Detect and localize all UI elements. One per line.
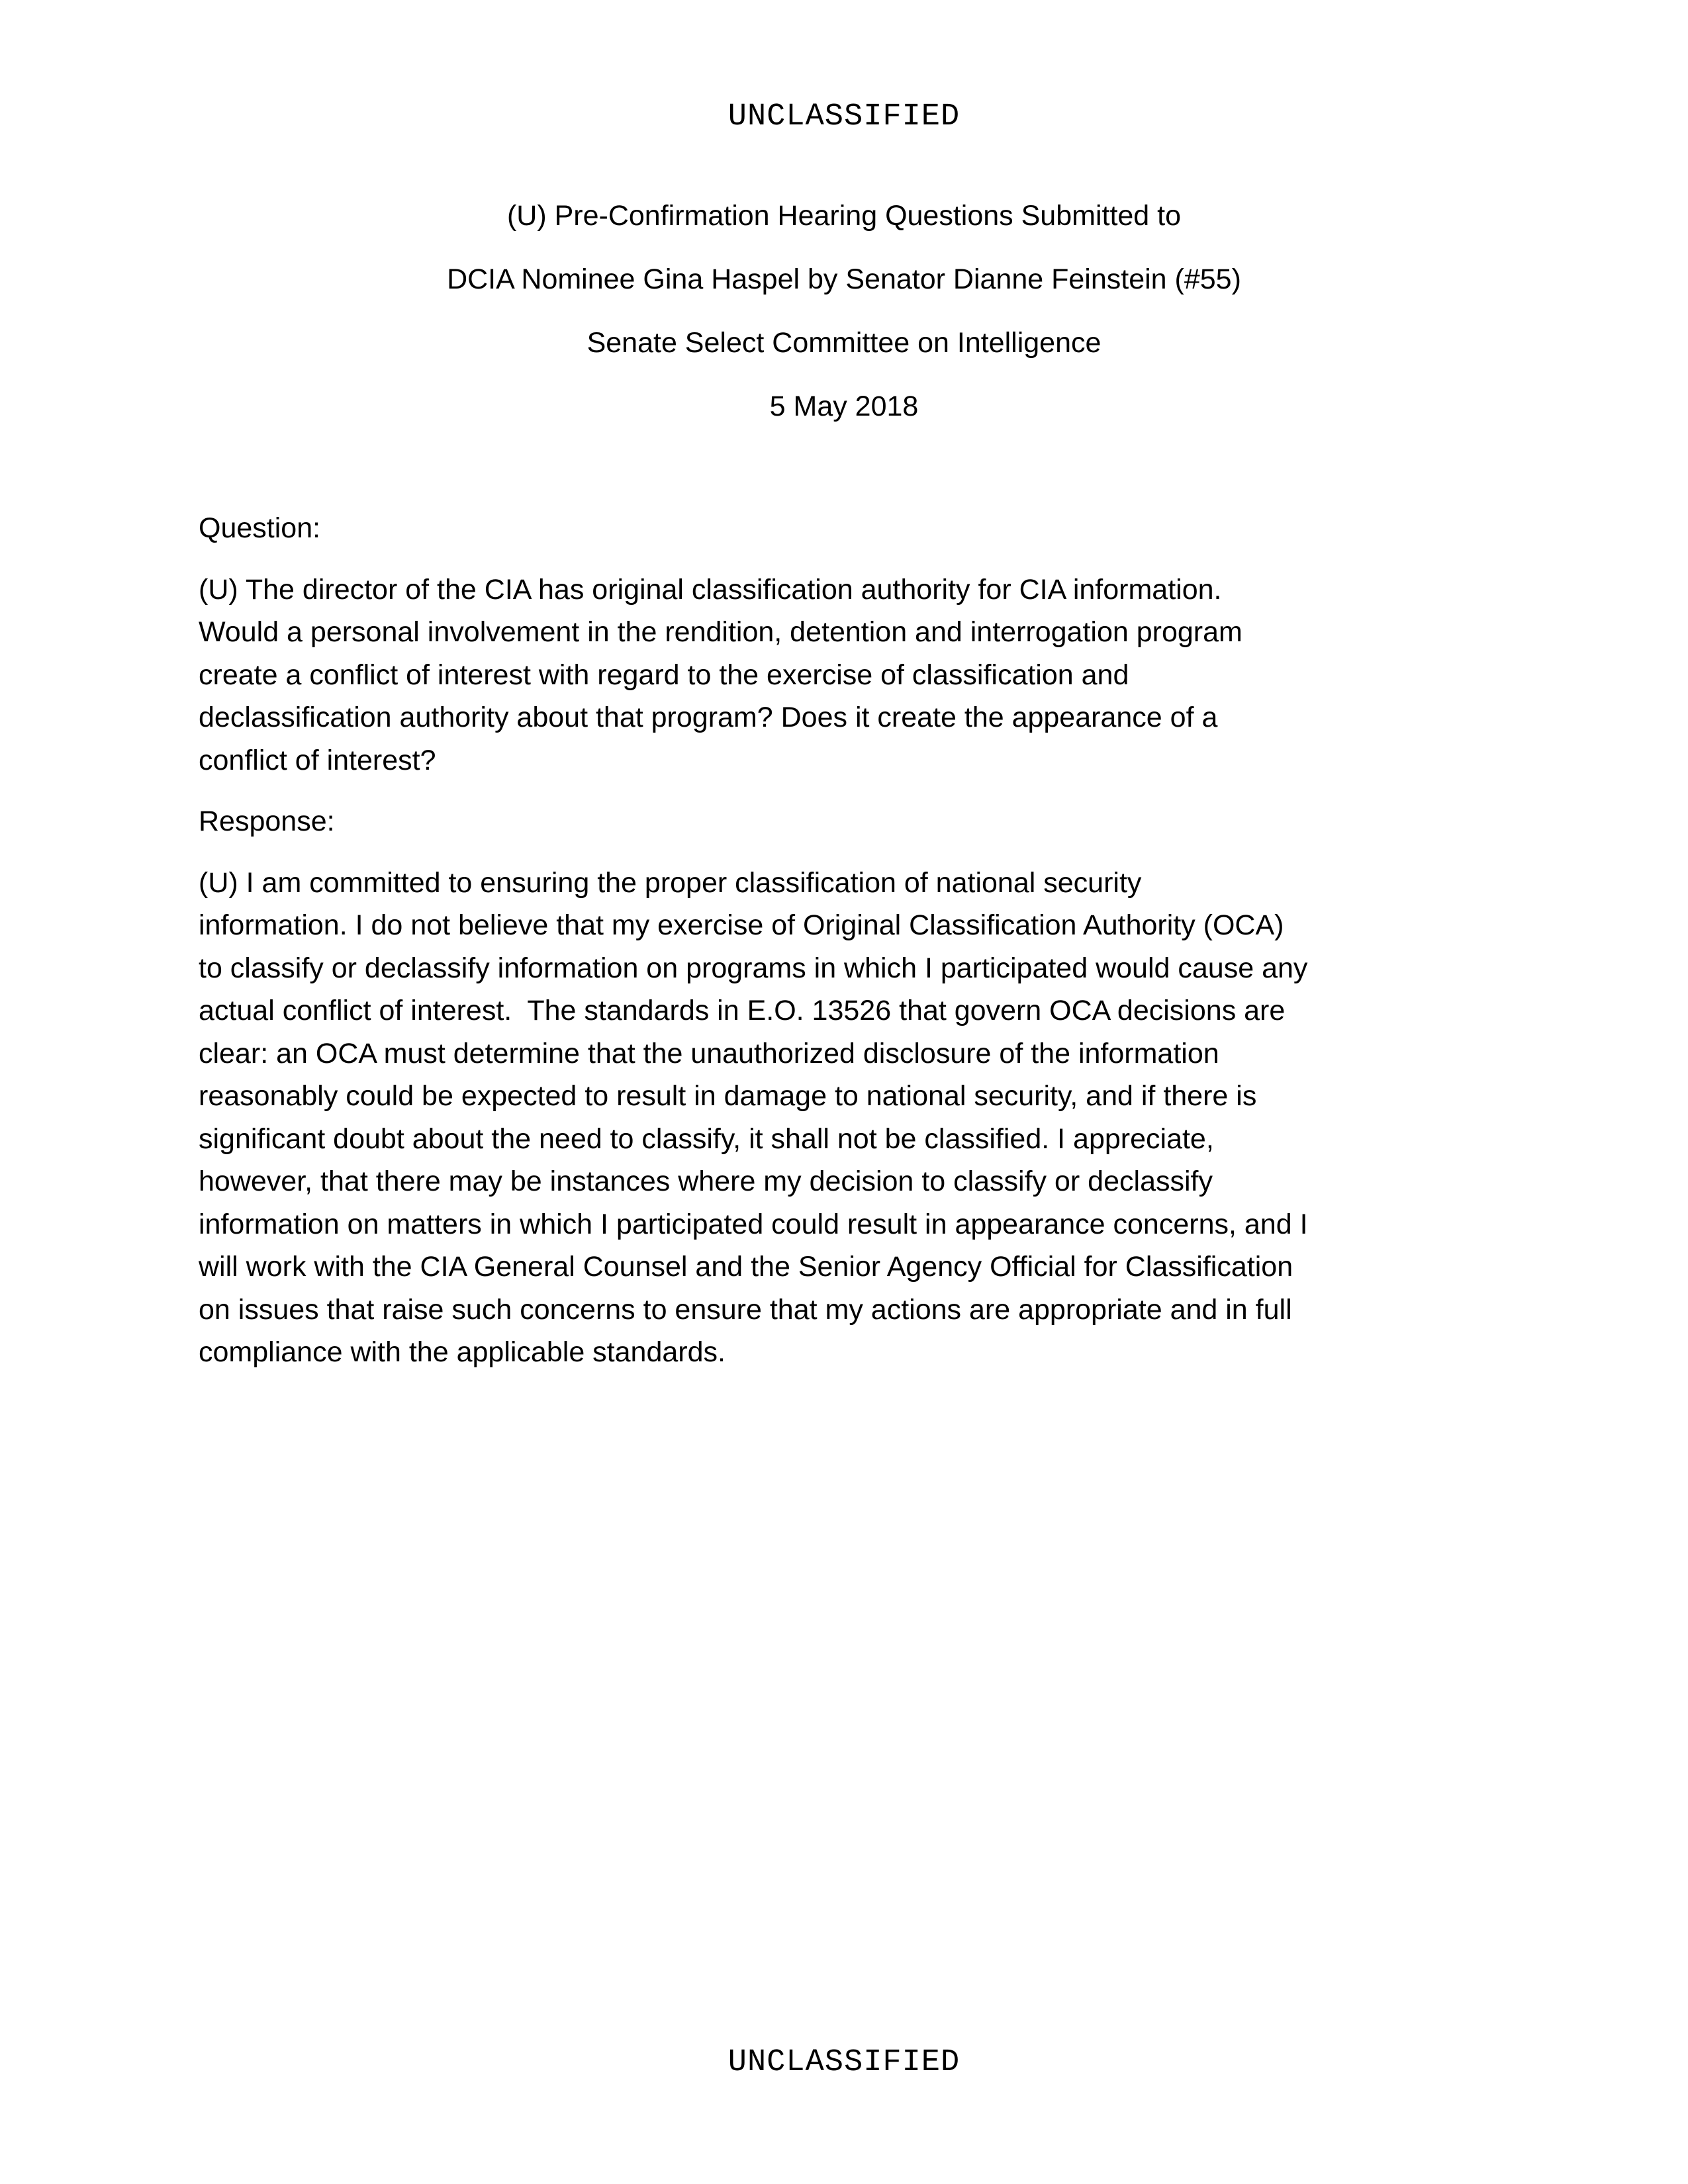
question-line: Would a personal involvement in the rendition, detention and interrogation program <box>199 616 1243 648</box>
question-line: create a conflict of interest with regard to the exercise of classification and <box>199 659 1129 691</box>
title-line-3: Senate Select Committee on Intelligence <box>586 327 1102 359</box>
response-line: actual conflict of interest. The standards in E.O. 13526 that govern OCA decisions are <box>199 995 1286 1026</box>
response-line: (U) I am committed to ensuring the proper classification of national security <box>199 866 1142 899</box>
response-heading: Response: <box>199 805 335 837</box>
document-body <box>199 507 1589 1392</box>
question-line: (U) The director of the CIA has original classification authority for CIA information. <box>199 573 1222 606</box>
response-paragraph <box>199 862 1589 1374</box>
question-paragraph <box>199 569 1589 782</box>
question-heading: Question: <box>199 512 321 544</box>
response-line: significant doubt about the need to classify, it shall not be classified. I appreciate, <box>199 1122 1214 1155</box>
response-line: to classify or declassify information on programs in which I participated would cause any <box>199 952 1308 984</box>
response-line: information on matters in which I participated could result in appearance concerns, and I <box>199 1208 1308 1240</box>
response-line: clear: an OCA must determine that the unauthorized disclosure of the information <box>199 1037 1219 1069</box>
response-line: will work with the CIA General Counsel and the Senior Agency Official for Classification <box>199 1251 1293 1283</box>
question-line: declassification authority about that program? Does it create the appearance of a <box>199 702 1218 733</box>
question-line: conflict of interest? <box>199 744 436 776</box>
response-line: however, that there may be instances where my decision to classify or declassify <box>199 1165 1213 1197</box>
classification-banner-bottom: UNCLASSIFIED <box>727 2045 961 2080</box>
title-line-4: 5 May 2018 <box>769 390 919 422</box>
classification-banner-top: UNCLASSIFIED <box>727 99 961 134</box>
response-line: information. I do not believe that my exercise of Original Classification Authority (OCA) <box>199 909 1284 941</box>
response-line: reasonably could be expected to result in damage to national security, and if there is <box>199 1080 1257 1112</box>
title-line-1: (U) Pre-Confirmation Hearing Questions Submitted to <box>506 200 1182 232</box>
response-line: on issues that raise such concerns to ensure that my actions are appropriate and in full <box>199 1293 1292 1326</box>
title-line-2: DCIA Nominee Gina Haspel by Senator Dianne Feinstein (#55) <box>447 263 1241 295</box>
response-line: compliance with the applicable standards. <box>199 1336 726 1368</box>
document-title <box>0 184 1688 438</box>
